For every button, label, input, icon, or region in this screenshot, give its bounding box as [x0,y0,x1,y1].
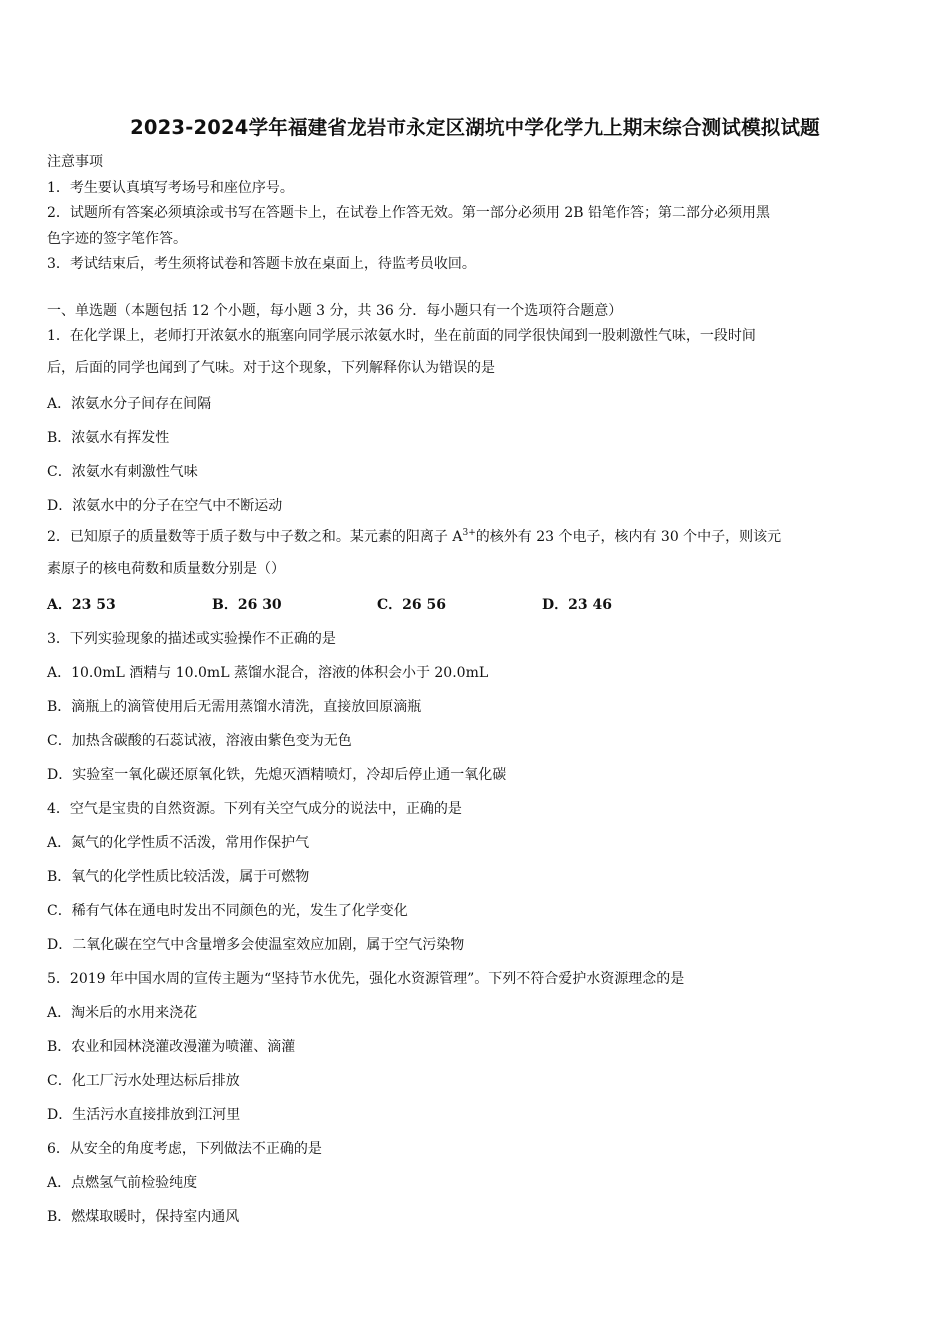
question-5-stem: 5．2019 年中国水周的宣传主题为“坚持节水优先，强化水资源管理”。下列不符合爱护水资源理念的是 [47,971,685,987]
notice-item-2-line-2: 色字迹的签字笔作答。 [47,230,187,247]
question-4-option-a: A．氮气的化学性质不活泼，常用作保护气 [47,835,310,851]
question-1-line-2: 后，后面的同学也闻到了气味。对于这个现象，下列解释你认为错误的是 [47,360,495,376]
exam-title: 2023-2024学年福建省龙岩市永定区湖坑中学化学九上期末综合测试模拟试题 [130,116,820,139]
question-2-line-2: 素原子的核电荷数和质量数分别是（） [47,561,285,577]
question-3-option-d: D．实验室一氧化碳还原氧化铁，先熄灭酒精喷灯，冷却后停止通一氧化碳 [47,767,507,783]
question-2-option-d: D．23 46 [542,597,612,613]
question-2-option-c: C．26 56 [377,597,446,613]
section-header: 一、单选题（本题包括 12 个小题，每小题 3 分，共 36 分．每小题只有一个选项符合题意） [47,303,623,319]
notice-item-2-line-1: 2．试题所有答案必须填涂或书写在答题卡上，在试卷上作答无效。第一部分必须用 2B 铅笔作答；第二部分必须用黑 [47,205,770,221]
question-6-option-a: A．点燃氢气前检验纯度 [47,1175,198,1191]
question-3-stem: 3．下列实验现象的描述或实验操作不正确的是 [47,631,336,647]
question-1-option-d: D．浓氨水中的分子在空气中不断运动 [47,498,283,514]
question-4-stem: 4．空气是宝贵的自然资源。下列有关空气成分的说法中，正确的是 [47,801,462,817]
question-2-line-1 [47,523,907,551]
question-2-option-b: B．26 30 [212,597,282,613]
question-2-options-row [47,588,907,622]
question-2-option-a: A．23 53 [47,597,116,613]
question-3-option-b: B．滴瓶上的滴管使用后无需用蒸馏水清洗，直接放回原滴瓶 [47,699,422,715]
question-1-line-1: 1．在化学课上，老师打开浓氨水的瓶塞向同学展示浓氨水时，坐在前面的同学很快闻到一股刺激性气味，一段时间 [47,328,756,344]
question-5-option-c: C．化工厂污水处理达标后排放 [47,1073,240,1089]
question-1-option-c: C．浓氨水有刺激性气味 [47,464,198,480]
question-5-option-a: A．淘米后的水用来浇花 [47,1005,198,1021]
question-3-option-a: A．10.0mL 酒精与 10.0mL 蒸馏水混合，溶液的体积会小于 20.0mL [47,665,489,681]
notice-item-3: 3．考试结束后，考生须将试卷和答题卡放在桌面上，待监考员收回。 [47,256,476,272]
question-4-option-d: D．二氧化碳在空气中含量增多会使温室效应加剧，属于空气污染物 [47,937,465,953]
ion-charge-superscript: 3+ [462,528,476,538]
questions-section [47,300,907,1234]
question-1-option-b: B．浓氨水有挥发性 [47,430,170,446]
question-5-option-d: D．生活污水直接排放到江河里 [47,1107,241,1123]
question-5-option-b: B．农业和园林浇灌改漫灌为喷灌、滴灌 [47,1039,296,1055]
question-4-option-c: C．稀有气体在通电时发出不同颜色的光，发生了化学变化 [47,903,408,919]
question-6-option-b: B．燃煤取暖时，保持室内通风 [47,1209,240,1225]
notice-heading: 注意事项 [47,154,103,170]
question-1-option-a: A．浓氨水分子间存在间隔 [47,396,212,412]
question-6-stem: 6．从安全的角度考虑，下列做法不正确的是 [47,1141,322,1157]
notice-section [47,150,907,278]
question-4-option-b: B．氧气的化学性质比较活泼，属于可燃物 [47,869,310,885]
question-2-line-1-post: 的核外有 23 个电子，核内有 30 个中子，则该元 [475,529,782,545]
question-2-line-1-pre: 2．已知原子的质量数等于质子数与中子数之和。某元素的阳离子 A [47,529,463,545]
question-3-option-c: C．加热含碳酸的石蕊试液，溶液由紫色变为无色 [47,733,352,749]
notice-item-1: 1．考生要认真填写考场号和座位序号。 [47,179,294,196]
